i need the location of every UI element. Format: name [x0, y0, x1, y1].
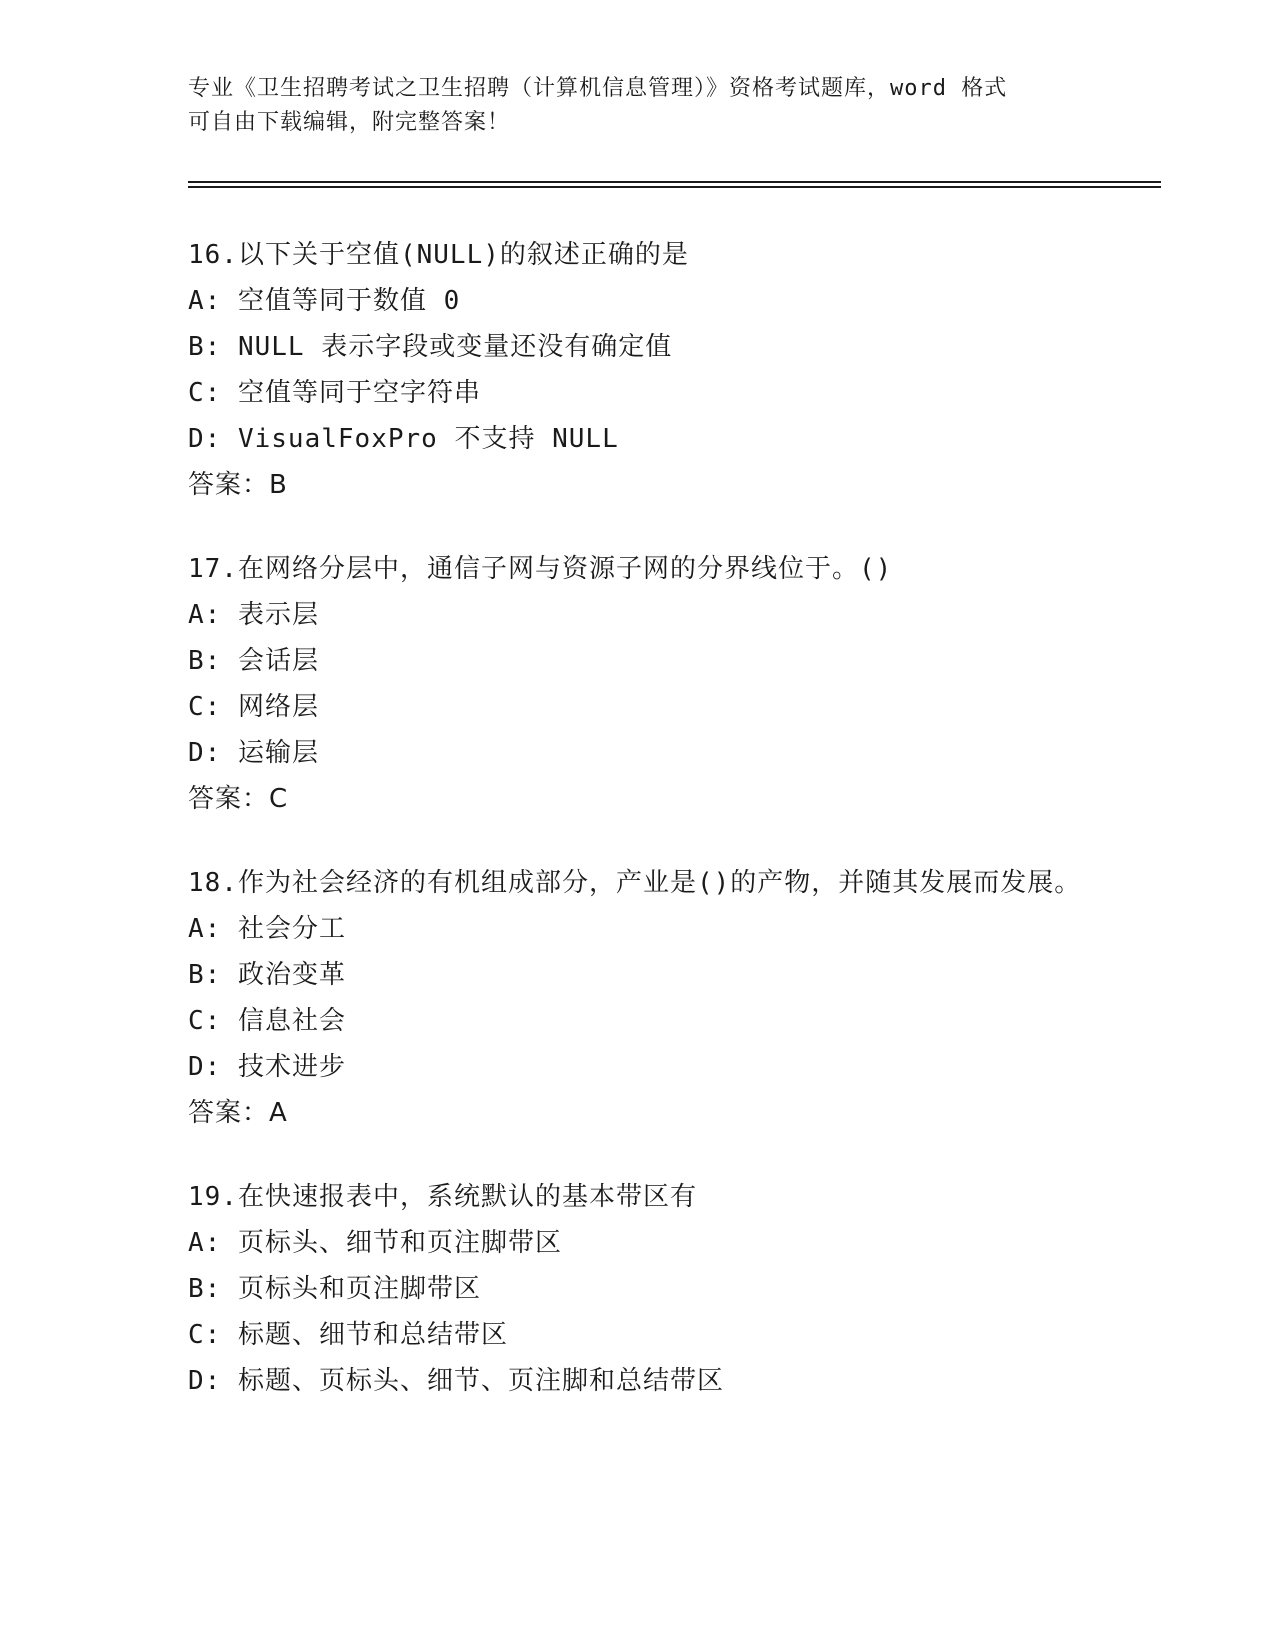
option-text: 空值等同于数值 0 — [237, 286, 461, 316]
option-text: 页标头、细节和页注脚带区 — [237, 1228, 562, 1258]
option-text: 会话层 — [237, 646, 319, 676]
option-letter: B: — [188, 960, 222, 990]
option-text: 标题、页标头、细节、页注脚和总结带区 — [237, 1366, 724, 1396]
option-d — [188, 1358, 1088, 1404]
header-line-1: 专业《卫生招聘考试之卫生招聘（计算机信息管理）》资格考试题库，word 格式 — [188, 76, 1008, 101]
option-b — [188, 638, 1088, 684]
option-letter: D: — [188, 738, 222, 768]
option-letter: C: — [188, 1006, 222, 1036]
question-18 — [188, 860, 1088, 1136]
option-text: VisualFoxPro 不支持 NULL — [237, 424, 619, 454]
option-text: 信息社会 — [237, 1006, 346, 1036]
header-rule-top — [188, 181, 1161, 183]
option-letter: B: — [188, 332, 222, 362]
option-a — [188, 592, 1088, 638]
question-title: 19.在快速报表中，系统默认的基本带区有 — [188, 1182, 697, 1212]
question-16 — [188, 232, 1088, 508]
option-c — [188, 370, 1088, 416]
option-letter: B: — [188, 646, 222, 676]
option-letter: C: — [188, 692, 222, 722]
option-letter: D: — [188, 1366, 222, 1396]
question-17 — [188, 546, 1088, 822]
question-title: 16.以下关于空值(NULL)的叙述正确的是 — [188, 240, 689, 270]
option-text: NULL 表示字段或变量还没有确定值 — [237, 332, 673, 362]
question-list — [188, 232, 1088, 1442]
option-letter: A: — [188, 1228, 222, 1258]
option-a — [188, 1220, 1088, 1266]
option-c — [188, 998, 1088, 1044]
question-title: 18.作为社会经济的有机组成部分，产业是()的产物，并随其发展而发展。 — [188, 868, 1082, 898]
option-letter: B: — [188, 1274, 222, 1304]
option-c — [188, 684, 1088, 730]
option-b — [188, 324, 1088, 370]
header-line-2: 可自由下载编辑，附完整答案！ — [188, 110, 511, 135]
option-b — [188, 952, 1088, 998]
option-text: 标题、细节和总结带区 — [237, 1320, 508, 1350]
option-c — [188, 1312, 1088, 1358]
option-d — [188, 730, 1088, 776]
question-19 — [188, 1174, 1088, 1404]
option-letter: A: — [188, 914, 222, 944]
option-letter: D: — [188, 424, 222, 454]
option-letter: C: — [188, 378, 222, 408]
option-letter: D: — [188, 1052, 222, 1082]
answer-line: 答案：A — [188, 1098, 288, 1128]
option-text: 运输层 — [237, 738, 319, 768]
answer-line: 答案：B — [188, 470, 288, 500]
question-title: 17.在网络分层中，通信子网与资源子网的分界线位于。() — [188, 554, 893, 584]
option-text: 网络层 — [237, 692, 319, 722]
option-letter: C: — [188, 1320, 222, 1350]
option-text: 表示层 — [237, 600, 319, 630]
option-text: 社会分工 — [237, 914, 346, 944]
option-text: 政治变革 — [237, 960, 346, 990]
option-d — [188, 416, 1088, 462]
option-a — [188, 278, 1088, 324]
option-a — [188, 906, 1088, 952]
option-b — [188, 1266, 1088, 1312]
option-d — [188, 1044, 1088, 1090]
header-rule-bottom — [188, 186, 1161, 188]
answer-line: 答案：C — [188, 784, 289, 814]
option-text: 技术进步 — [237, 1052, 346, 1082]
option-letter: A: — [188, 286, 222, 316]
document-header — [188, 72, 1088, 140]
option-text: 空值等同于空字符串 — [237, 378, 481, 408]
option-letter: A: — [188, 600, 222, 630]
option-text: 页标头和页注脚带区 — [237, 1274, 481, 1304]
